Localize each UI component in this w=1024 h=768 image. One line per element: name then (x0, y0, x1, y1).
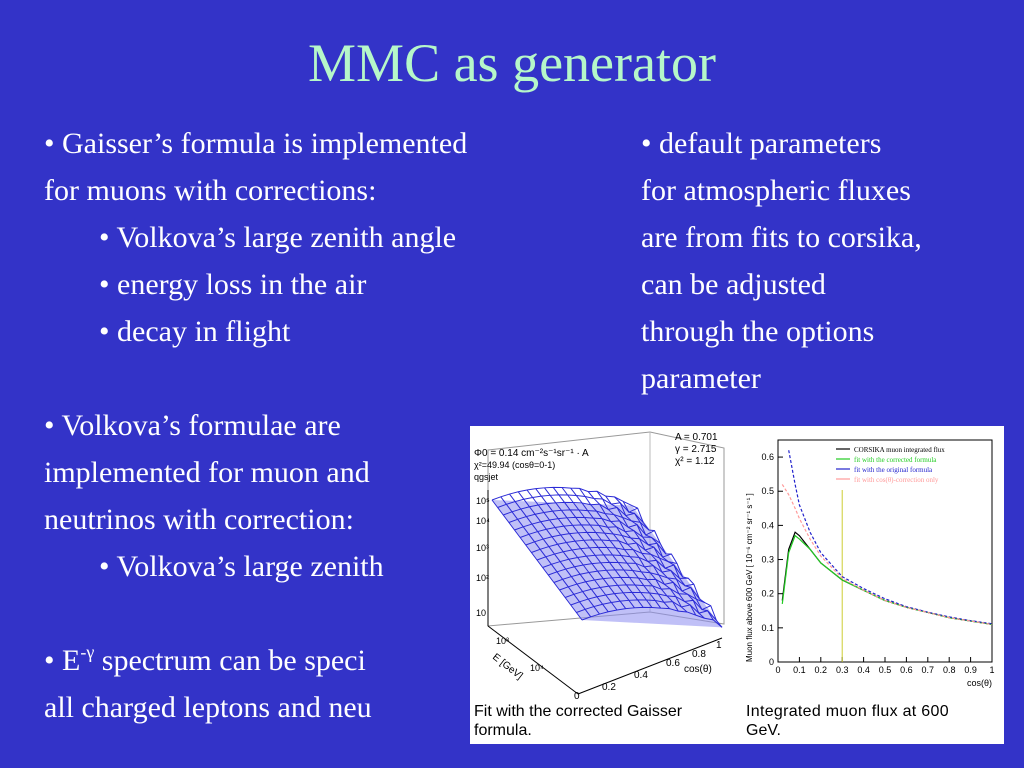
cos-tick: 0.2 (602, 682, 616, 693)
cos-tick: 0.8 (692, 649, 706, 660)
right-line-5: through the options (641, 315, 875, 348)
x-tick-label: 1 (989, 665, 995, 675)
x-tick-label: 0 (775, 665, 781, 675)
cos-tick: 0 (574, 691, 580, 702)
z-tick: 10² (476, 573, 490, 583)
z-tick: 10 (476, 608, 487, 618)
y-axis-label: Muon flux above 600 GeV [ 10⁻⁶ cm⁻² sr⁻¹ s⁻¹ ] (745, 493, 754, 662)
spectrum-prefix: • E (44, 644, 81, 677)
x-tick-label: 0.8 (942, 665, 956, 675)
right-caption-line1: Integrated muon flux at 600 (746, 703, 949, 720)
left-caption (474, 702, 682, 740)
y-tick-label: 0.5 (761, 486, 774, 497)
cos-axis-label: cos(θ) (684, 664, 712, 675)
z-tick: 10³ (476, 543, 490, 553)
slide-title: MMC as generator (308, 33, 716, 93)
x-tick-label: 0.3 (835, 665, 849, 675)
x-tick-label: 0.9 (964, 665, 977, 675)
y-tick-label: 0.2 (761, 588, 774, 599)
flux-line-chart (742, 430, 1004, 700)
cos-tick: 0.6 (666, 658, 680, 669)
param-gamma: γ = 2.715 (675, 444, 717, 455)
y-tick-label: 0 (768, 657, 774, 667)
x-tick-label: 0.5 (878, 665, 892, 675)
legend-entry: fit with the corrected formula (854, 456, 937, 464)
param-chi2-cos: χ²=49.94 (cosθ=0-1) (474, 460, 556, 470)
spectrum-rest: spectrum can be speci (94, 644, 366, 677)
right-caption-line2: GeV. (746, 722, 781, 739)
z-tick: 10⁵ (476, 496, 490, 506)
right-text-block (641, 120, 922, 402)
x-tick-label: 0.7 (921, 665, 935, 675)
left-text-block (44, 120, 467, 731)
e-axis-label: E [GeV] (490, 651, 525, 682)
right-line-2: for atmospheric fluxes (641, 174, 911, 207)
legend-entry: CORSIKA muon integrated flux (854, 446, 945, 454)
right-line-1: • default parameters (641, 127, 882, 160)
legend-entry: fit with the original formula (854, 466, 933, 474)
right-line-3: are from fits to corsika, (641, 221, 922, 254)
bullet-gaisser-line1: • Gaisser’s formula is implemented (44, 127, 468, 160)
right-line-6: parameter (641, 362, 761, 395)
param-model: qgsjet (474, 472, 499, 482)
x-tick-label: 0.6 (900, 665, 913, 675)
y-tick-label: 0.6 (761, 452, 774, 463)
surface-plot (470, 426, 740, 716)
cos-tick: 1 (716, 640, 722, 651)
spectrum-exponent: -γ (80, 642, 95, 662)
cos-tick: 0.4 (634, 670, 648, 681)
series-line-1 (782, 532, 992, 624)
param-a: A = 0.701 (675, 432, 718, 443)
e-tick: 10³ (496, 636, 510, 646)
x-axis-label: cos(θ) (966, 678, 992, 688)
x-tick-label: 0.2 (814, 665, 828, 675)
y-tick-label: 0.3 (761, 554, 774, 565)
right-line-4: can be adjusted (641, 268, 826, 301)
sub-bullet-energy-loss: • energy loss in the air (99, 268, 367, 301)
param-chi2: χ² = 1.12 (675, 456, 715, 467)
e-tick: 10⁴ (530, 663, 544, 673)
y-tick-label: 0.4 (761, 520, 774, 531)
sub-bullet-volkova-zenith: • Volkova’s large zenith (99, 550, 384, 583)
bullet-gaisser-line2: for muons with corrections: (44, 174, 377, 207)
param-phi: Φ0 = 0.14 cm⁻²s⁻¹sr⁻¹ · A (474, 448, 589, 459)
bullet-spectrum-line2: all charged leptons and neu (44, 691, 372, 724)
series-line-2 (782, 536, 992, 625)
figure-panel (470, 426, 1004, 744)
surface-fill (492, 500, 722, 627)
z-tick: 10⁴ (476, 516, 490, 526)
surface-mesh (492, 487, 722, 627)
right-caption (746, 702, 1000, 740)
legend-entry: fit with cos(θ)-correction only (854, 476, 939, 484)
sub-bullet-decay: • decay in flight (99, 315, 291, 348)
y-tick-label: 0.1 (761, 622, 774, 633)
x-tick-label: 0.1 (793, 665, 806, 675)
bullet-volkova-line2: implemented for muon and (44, 456, 370, 489)
left-caption-line1: Fit with the corrected Gaisser (474, 703, 683, 720)
spacer (44, 590, 467, 637)
spacer (44, 355, 467, 402)
bullet-spectrum-line1 (44, 637, 467, 684)
sub-bullet-zenith: • Volkova’s large zenith angle (99, 221, 457, 254)
bullet-volkova-line3: neutrinos with correction: (44, 503, 354, 536)
left-caption-line2: formula. (474, 722, 532, 739)
x-tick-label: 0.4 (857, 665, 870, 675)
bullet-volkova-line1: • Volkova’s formulae are (44, 409, 341, 442)
